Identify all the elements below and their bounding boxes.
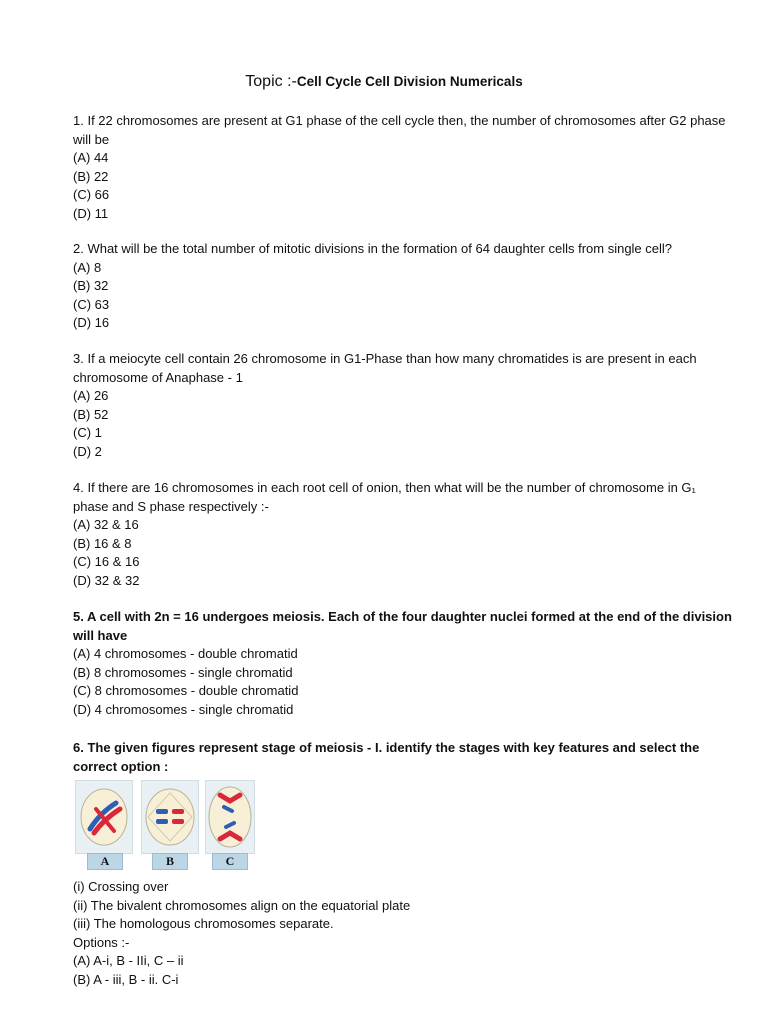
question-stem: 3. If a meiocyte cell contain 26 chromosome in G1-Phase than how many chromatides is are present in each chromosome of Anaphase - 1 bbox=[73, 351, 697, 385]
option-d: (D) 16 bbox=[73, 315, 110, 331]
crossing-over-icon bbox=[76, 781, 132, 853]
option-a: (A) 26 bbox=[73, 388, 109, 404]
question-1 bbox=[73, 112, 733, 224]
topic-title: Cell Cycle Cell Division Numericals bbox=[296, 74, 523, 89]
option-d: (D) 4 chromosomes - single chromatid bbox=[73, 701, 294, 717]
option-a: (A) 44 bbox=[73, 150, 109, 166]
figure-label-b: B bbox=[152, 853, 188, 870]
option-b: (B) 52 bbox=[73, 406, 109, 422]
figure-c bbox=[205, 780, 255, 854]
question-6 bbox=[73, 739, 733, 776]
option-a: (A) 4 chromosomes - double chromatid bbox=[73, 646, 298, 662]
option-c: (C) 16 & 16 bbox=[73, 554, 140, 570]
options-heading: Options :- bbox=[73, 934, 130, 950]
option-b: (B) 22 bbox=[73, 168, 109, 184]
feature-i: (i) Crossing over bbox=[73, 879, 169, 894]
question-5 bbox=[73, 608, 733, 720]
option-b: (B) 8 chromosomes - single chromatid bbox=[73, 664, 293, 680]
figure-a bbox=[75, 780, 133, 854]
figure-b bbox=[141, 780, 199, 854]
option-d: (D) 32 & 32 bbox=[73, 572, 140, 588]
feature-iii: (iii) The homologous chromosomes separate. bbox=[73, 916, 334, 932]
option-c: (C) 66 bbox=[73, 187, 110, 203]
option-b: (B) 32 bbox=[73, 278, 109, 294]
topic-label: Topic :- bbox=[245, 73, 297, 90]
feature-ii: (ii) The bivalent chromosomes align on the equatorial plate bbox=[73, 897, 411, 913]
question-stem: 6. The given figures represent stage of meiosis - I. identify the stages with key features and select the correct option : bbox=[73, 740, 700, 774]
figure-label-c: C bbox=[212, 853, 248, 870]
option-d: (D) 11 bbox=[73, 205, 109, 221]
question-2 bbox=[73, 240, 733, 333]
question-stem: 5. A cell with 2n = 16 undergoes meiosis. Each of the four daughter nuclei formed at the end of the division will have bbox=[73, 609, 732, 643]
option-b: (B) A - iii, B - ii. C-i bbox=[73, 971, 179, 987]
metaphase-plate-icon bbox=[142, 781, 198, 853]
option-a: (A) 32 & 16 bbox=[73, 517, 139, 533]
meiosis-figures bbox=[75, 780, 255, 872]
option-a: (A) 8 bbox=[73, 259, 102, 275]
option-a: (A) A-i, B - IIi, C – ii bbox=[73, 953, 184, 969]
figure-label-a: A bbox=[87, 853, 123, 870]
anaphase-icon bbox=[206, 781, 254, 853]
question-3 bbox=[73, 350, 733, 462]
key-features bbox=[73, 878, 733, 990]
option-c: (C) 8 chromosomes - double chromatid bbox=[73, 683, 299, 699]
page-title bbox=[0, 72, 768, 92]
option-c: (C) 1 bbox=[73, 425, 102, 441]
question-stem: 4. If there are 16 chromosomes in each root cell of onion, then what will be the number of chromosome in G₁ phase and S phase respectively :- bbox=[73, 480, 696, 514]
option-c: (C) 63 bbox=[73, 296, 110, 312]
question-stem: 1. If 22 chromosomes are present at G1 phase of the cell cycle then, the number of chromosomes after G2 phase will be bbox=[73, 113, 726, 147]
option-b: (B) 16 & 8 bbox=[73, 535, 132, 551]
option-d: (D) 2 bbox=[73, 443, 102, 459]
question-stem: 2. What will be the total number of mitotic divisions in the formation of 64 daughter cells from single cell? bbox=[73, 241, 673, 256]
question-4 bbox=[73, 479, 733, 591]
